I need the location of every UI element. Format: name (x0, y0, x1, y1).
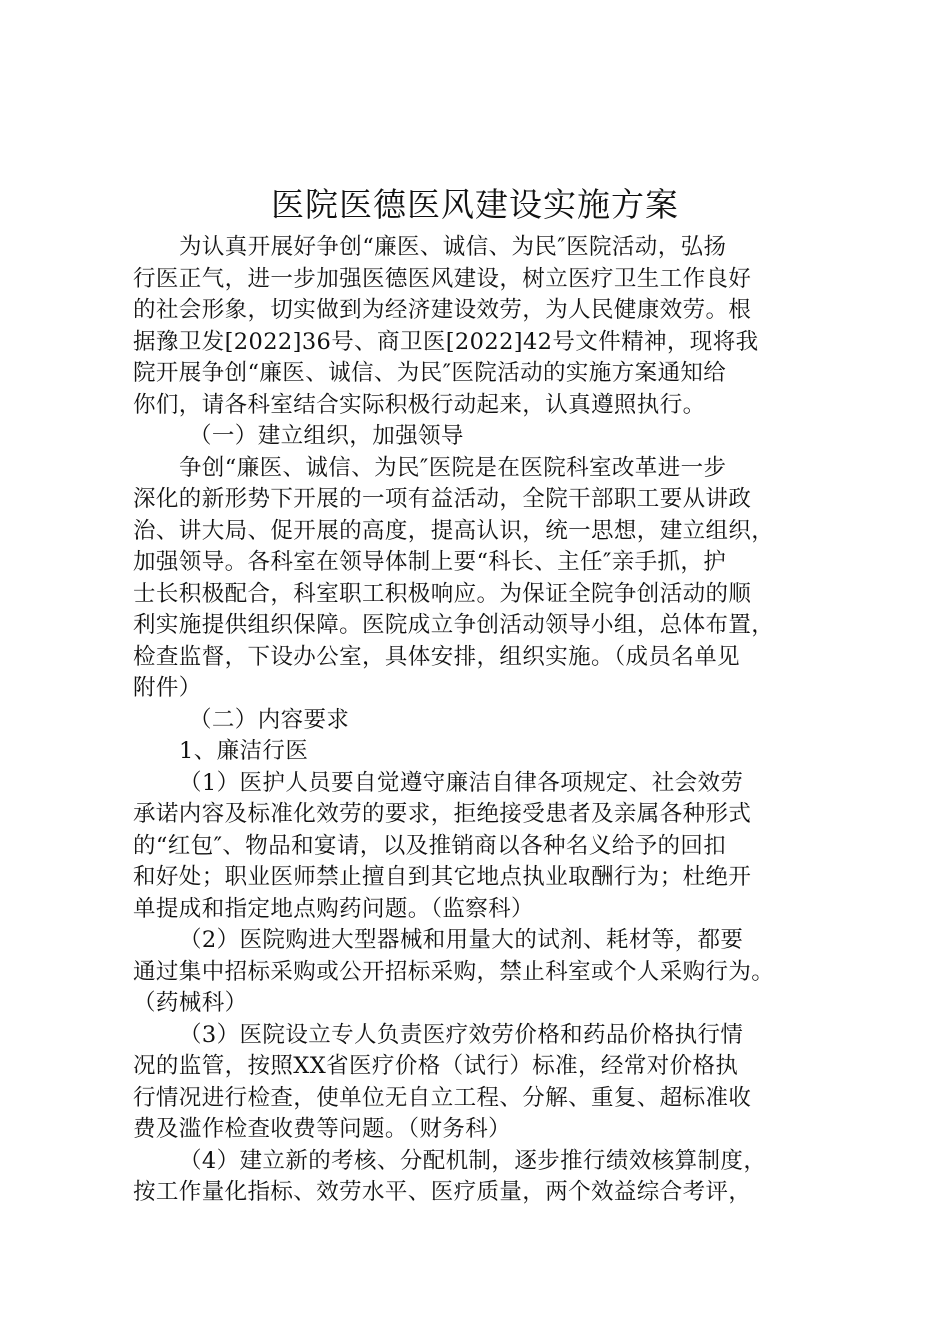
paragraph-line: 行医正气，进一步加强医德医风建设，树立医疗卫生工作良好 (133, 265, 752, 292)
paragraph-line: （药械科） (133, 990, 248, 1016)
paragraph-line: 通过集中招标采购或公开招标采购，禁止科室或个人采购行为。 (133, 958, 775, 985)
paragraph-line: 费及滥作检查收费等问题。（财务科） (133, 1116, 512, 1142)
paragraph-line: （2）医院购进大型器械和用量大的试剂、耗材等，都要 (179, 927, 744, 953)
paragraph-line: 据豫卫发[2022]36号、商卫医[2022]42号文件精神，现将我 (133, 328, 759, 355)
paragraph-line: （3）医院设立专人负责医疗效劳价格和药品价格执行情 (179, 1021, 744, 1048)
document-title: 医院医德医风建设实施方案 (271, 185, 679, 224)
paragraph-line: 检查监督，下设办公室，具体安排，组织实施。（成员名单见 (133, 643, 741, 670)
paragraph-line: 为认真开展好争创“廉医、诚信、为民″医院活动，弘扬 (179, 234, 727, 260)
paragraph-line: 争创“廉医、诚信、为民″医院是在医院科室改革进一步 (179, 454, 727, 481)
paragraph-line: 加强领导。各科室在领导体制上要“科长、主任″亲手抓，护 (133, 549, 727, 575)
section-heading: （二）内容要求 (189, 706, 350, 733)
document-body (133, 232, 823, 1209)
paragraph-line: 单提成和指定地点购药问题。（监察科） (133, 895, 534, 922)
paragraph-line: 附件） (133, 675, 202, 701)
paragraph-line: 承诺内容及标准化效劳的要求，拒绝接受患者及亲属各种形式 (133, 801, 752, 827)
paragraph-line: 按工作量化指标、效劳水平、医疗质量，两个效益综合考评， (133, 1179, 752, 1205)
paragraph-line: 深化的新形势下开展的一项有益活动，全院干部职工要从讲政 (133, 486, 752, 512)
paragraph-line: 况的监管，按照XX省医疗价格（试行）标准，经常对价格执 (133, 1053, 739, 1079)
paragraph-line: 的社会形象，切实做到为经济建设效劳，为人民健康效劳。根 (133, 297, 752, 323)
paragraph-line: 你们，请各科室结合实际积极行动起来，认真遵照执行。 (133, 391, 706, 418)
section-heading: （一）建立组织，加强领导 (189, 423, 464, 449)
paragraph-line: 和好处；职业医师禁止擅自到其它地点执业取酬行为；杜绝开 (133, 864, 752, 890)
paragraph-line: 利实施提供组织保障。医院成立争创活动领导小组，总体布置， (133, 612, 775, 638)
paragraph-line: （1）医护人员要自觉遵守廉洁自律各项规定、社会效劳 (179, 769, 744, 796)
paragraph-line: 院开展争创“廉医、诚信、为民″医院活动的实施方案通知给 (133, 360, 727, 386)
paragraph-line: 行情况进行检查，使单位无自立工程、分解、重复、超标准收 (133, 1084, 752, 1111)
paragraph-line: 士长积极配合，科室职工积极响应。为保证全院争创活动的顺 (133, 580, 752, 607)
paragraph-line: 治、讲大局、促开展的高度，提高认识，统一思想，建立组织， (133, 517, 775, 544)
paragraph-line: （4）建立新的考核、分配机制，逐步推行绩效核算制度， (179, 1147, 767, 1174)
subsection-heading: 1、廉洁行医 (179, 738, 309, 764)
paragraph-line: 的“红包″、物品和宴请，以及推销商以各种名义给予的回扣 (133, 832, 727, 859)
